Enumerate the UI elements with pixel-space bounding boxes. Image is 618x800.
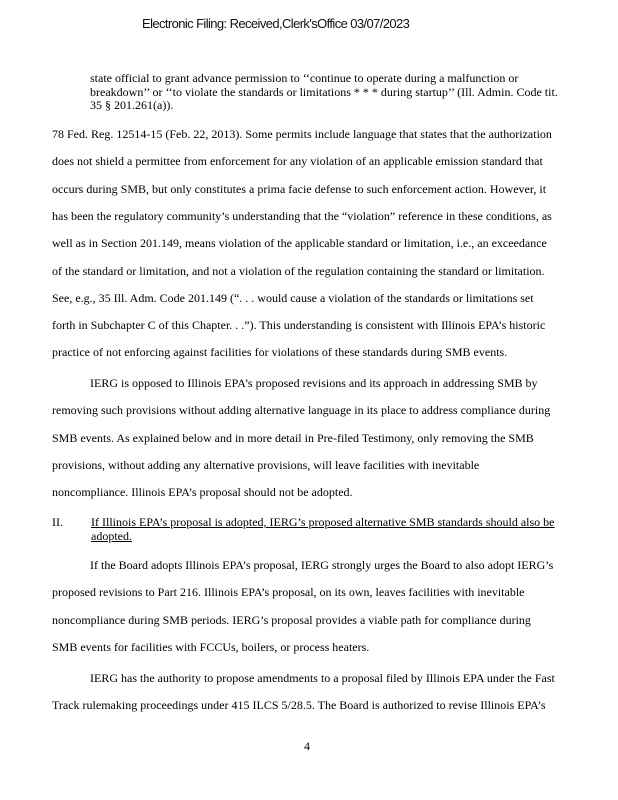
- text-line: SMB events for facilities with FCCUs, boilers, or process heaters.: [52, 639, 370, 654]
- text-line: 78 Fed. Reg. 12514-15 (Feb. 22, 2013). Some permits include language that states that the authorization: [52, 127, 552, 141]
- text-line: well as in Section 201.149, means violation of the applicable standard or limitation, i.e., an exceedance: [52, 236, 547, 251]
- block-quote: state official to grant advance permission to ‘‘continue to operate during a malfunction or breakdown’’ or ‘‘to violate the standards or limitations * * * during startup’’ (Ill. Admin. Code tit. 35 § 201.261(a)).: [90, 71, 558, 112]
- section-title: If Illinois EPA’s proposal is adopted, IERG’s proposed alternative SMB standards should also be adopted.: [91, 515, 555, 543]
- text-line: If the Board adopts Illinois EPA’s proposal, IERG strongly urges the Board to also adopt IERG’s: [90, 558, 554, 572]
- text-line: provisions, without adding any alternative provisions, will leave facilities with inevitable: [52, 457, 480, 472]
- text-line: occurs during SMB, but only constitutes a prima facie defense to such enforcement action. However, it: [52, 181, 547, 196]
- text-line: IERG is opposed to Illinois EPA’s proposed revisions and its approach in addressing SMB by: [90, 376, 538, 390]
- text-line: forth in Subchapter C of this Chapter. . .”). This understanding is consistent with Illinois EPA’s historic: [52, 318, 546, 333]
- text-line: does not shield a permittee from enforcement for any violation of an applicable emission standard that: [52, 154, 543, 169]
- text-line: of the standard or limitation, and not a violation of the regulation containing the standard or limitation.: [52, 263, 545, 278]
- text-line: has been the regulatory community’s understanding that the “violation” reference in these conditions, as: [52, 208, 552, 223]
- section-number: II.: [52, 515, 63, 529]
- page-number: 4: [304, 739, 310, 753]
- text-line: SMB events. As explained below and in more detail in Pre-filed Testimony, only removing the SMB: [52, 430, 534, 445]
- text-line: IERG has the authority to propose amendments to a proposal filed by Illinois EPA under the Fast: [90, 671, 555, 685]
- text-line: proposed revisions to Part 216. Illinois EPA’s proposal, on its own, leaves facilities with inevitable: [52, 585, 525, 600]
- text-line: See, e.g., 35 Ill. Adm. Code 201.149 (“. . . would cause a violation of the standards or limitations set: [52, 290, 534, 305]
- text-line: noncompliance during SMB periods. IERG’s proposal provides a viable path for compliance during: [52, 612, 531, 627]
- text-line: removing such provisions without adding alternative language in its place to address compliance during: [52, 403, 551, 418]
- filing-stamp-header: Electronic Filing: Received,Clerk'sOffice 03/07/2023: [142, 16, 410, 31]
- text-line: practice of not enforcing against facilities for violations of these standards during SMB events.: [52, 345, 508, 360]
- text-line: Track rulemaking proceedings under 415 ILCS 5/28.5. The Board is authorized to revise Illinois EPA’s: [52, 698, 546, 713]
- text-line: noncompliance. Illinois EPA’s proposal should not be adopted.: [52, 485, 353, 500]
